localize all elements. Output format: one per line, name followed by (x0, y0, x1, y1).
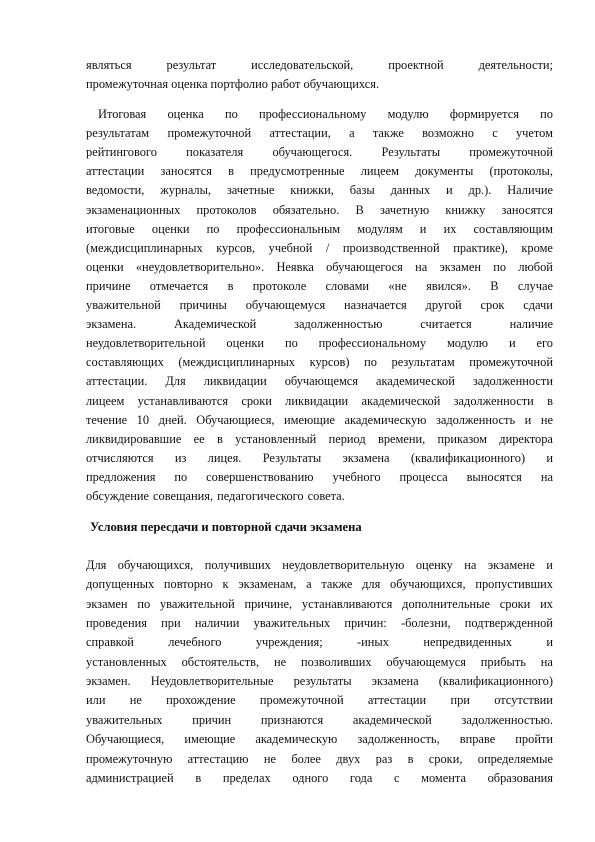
text-line (86, 557, 553, 573)
word: лицеем (360, 164, 400, 179)
word: другой (425, 298, 462, 312)
word: считается (420, 317, 472, 332)
text-line (86, 221, 553, 237)
text-line (86, 751, 553, 767)
text-line (86, 373, 553, 389)
text-line (86, 297, 553, 313)
word: причины (179, 298, 227, 312)
word: академическую (255, 732, 338, 747)
word: модулям (357, 221, 403, 236)
word: аттестацию (187, 751, 249, 766)
word: сроки (499, 596, 531, 611)
text-line (86, 278, 553, 294)
word: подтвержденной (464, 616, 553, 631)
word: возможно (422, 126, 474, 141)
word: на (540, 469, 553, 484)
word: из (174, 450, 187, 465)
word: В (355, 202, 364, 217)
word: учебной (268, 240, 313, 255)
word: года (349, 770, 373, 785)
word: пройти (515, 732, 553, 747)
word: Наличие (507, 183, 553, 198)
word: обучающихся, (117, 558, 194, 572)
word: курсов) (309, 355, 350, 370)
word: педагогического (217, 489, 304, 503)
text-line (86, 144, 553, 160)
word: образования (487, 770, 553, 785)
word: совета. (307, 489, 345, 503)
word: причине (86, 278, 131, 293)
word: не (263, 751, 277, 766)
word: и (546, 635, 553, 650)
word: Итоговая (98, 107, 147, 121)
word: Академической (173, 317, 257, 332)
word: уважительных (86, 712, 163, 727)
word: их (540, 596, 553, 611)
word: не (129, 693, 142, 708)
word: установленный (235, 431, 317, 446)
word: производственной (342, 240, 440, 255)
word: проектной (388, 58, 444, 72)
word: промежуточной (259, 693, 344, 708)
word: итоговые (86, 221, 135, 236)
word: результатам (391, 355, 455, 370)
word: обсуждение (86, 489, 149, 503)
word: -иных (357, 635, 389, 650)
word: в (227, 278, 234, 293)
text-line (86, 393, 553, 409)
word: ликвидации (285, 393, 349, 408)
word: экзаменам, (238, 577, 297, 592)
word: лицея. (207, 450, 242, 465)
word: профессиональному (258, 107, 367, 121)
word: момента (421, 770, 466, 785)
word: задолженностью. (461, 712, 553, 727)
word: уважительной (86, 298, 161, 312)
word: экзамене (487, 558, 535, 572)
word: промежуточной (469, 145, 553, 160)
text-line (86, 76, 553, 92)
word: оценки (86, 259, 124, 274)
word: результаты (293, 674, 352, 689)
word: составляющим (473, 221, 553, 236)
word: оценку (415, 558, 453, 572)
word: экзамена (342, 450, 390, 465)
word: причин: (344, 616, 387, 631)
word: результатам (86, 126, 150, 141)
word: прохождение (166, 693, 236, 708)
word: предусмотренные (250, 164, 345, 179)
word: -болезни, (401, 616, 451, 631)
text-line (86, 450, 553, 466)
word: книжки, (290, 183, 334, 198)
word: уважительной (159, 596, 235, 611)
word: книжку (445, 202, 486, 217)
word: лечебного (168, 635, 222, 650)
word: отчисляются (86, 450, 154, 465)
word: Неудовлетворительные (150, 674, 274, 689)
word: их (443, 221, 457, 236)
text-line (86, 692, 553, 708)
word: по (174, 469, 188, 484)
word: обучающемся (284, 374, 358, 389)
word: модулю (387, 107, 429, 121)
text-line (86, 731, 553, 747)
word: показателя (186, 145, 244, 160)
word: его (536, 336, 553, 351)
word: в (195, 770, 202, 785)
word: рейтингового (86, 145, 157, 160)
word: раз (375, 751, 393, 766)
word: повторно (163, 577, 213, 592)
word: экзамен (439, 259, 481, 274)
word: учетом (515, 126, 553, 141)
word: по (206, 221, 220, 236)
word: др.). (468, 183, 492, 198)
word: имеющие (284, 412, 335, 427)
word: в (216, 431, 223, 446)
word: академической (375, 374, 455, 389)
text-line (86, 412, 553, 428)
word: не (274, 654, 287, 669)
text-line (86, 654, 553, 670)
word: выносятся (466, 469, 522, 484)
word: а (349, 126, 355, 141)
text-line (86, 57, 553, 73)
word: совещания, (153, 489, 214, 503)
word: профессиональному (318, 336, 427, 351)
word: по (364, 355, 377, 370)
word: обучающегося (326, 259, 403, 274)
word: исследовательской, (251, 58, 354, 72)
word: результат (166, 58, 217, 72)
word: экзаменационных (86, 202, 181, 217)
word: аттестации, (269, 126, 331, 141)
text-line (86, 125, 553, 141)
word: и (446, 183, 453, 198)
word: сдачи (523, 298, 553, 312)
word: приказом (437, 431, 487, 446)
text-line (86, 163, 553, 179)
word: и (508, 336, 516, 351)
word: и (524, 412, 532, 427)
word: не (540, 412, 553, 427)
word: двух (336, 751, 361, 766)
word: совершенствованию (206, 469, 314, 484)
word: задолженностью (294, 317, 383, 332)
word: обучающемуся (386, 654, 466, 669)
word: практике), (453, 240, 508, 255)
word: Обучающиеся, (196, 412, 275, 427)
word: академической (361, 393, 441, 408)
word: учебного (332, 469, 381, 484)
word: модулю (446, 336, 489, 351)
word: Для (86, 558, 107, 572)
word: одного (292, 770, 329, 785)
word: экзамена (371, 674, 419, 689)
word: к (222, 577, 229, 592)
text-line (86, 615, 553, 631)
word: В (490, 278, 499, 293)
word: журналы, (160, 183, 212, 198)
word: назначается (344, 298, 407, 312)
word: аттестации. (86, 374, 148, 389)
text-line (86, 596, 553, 612)
word: оценки (151, 221, 190, 236)
word: оценки (226, 336, 265, 351)
word: пределах (222, 770, 271, 785)
word: наличие (509, 317, 553, 332)
word: случае (517, 278, 553, 293)
word: / (325, 240, 330, 255)
word: пропустивших (475, 577, 553, 592)
word: Обучающиеся, (86, 732, 165, 747)
word: обучающегося. (272, 145, 353, 160)
word: причин (192, 712, 232, 727)
word: неудовлетворительной (86, 336, 206, 351)
word: являться (86, 58, 132, 72)
word: в (407, 751, 414, 766)
word: срок (480, 298, 505, 312)
text-line (86, 240, 553, 256)
word: любой (518, 259, 553, 274)
text-line (86, 202, 553, 218)
text-line (86, 431, 553, 447)
word: зачетную (380, 202, 430, 217)
word: устанавливаются (137, 393, 229, 408)
word: (квалификационного) (438, 674, 553, 689)
word: словами (325, 278, 370, 293)
word: академическую (344, 412, 427, 427)
word: или (86, 693, 106, 708)
text-line (86, 469, 553, 485)
word: директора (499, 431, 553, 446)
word: предложения (86, 469, 156, 484)
word: экзамен. (86, 674, 131, 689)
word: обучающемуся (245, 298, 326, 312)
word: сроки (241, 393, 272, 408)
word: более (291, 751, 321, 766)
word: сроки, (428, 751, 463, 766)
word: данных (390, 183, 431, 198)
text-line (86, 576, 553, 592)
word: (протоколы, (489, 164, 553, 179)
word: аттестации (367, 693, 427, 708)
word: заносятся (160, 164, 212, 179)
word: задолженности (472, 374, 553, 389)
word: определяемые (477, 751, 553, 766)
word: Результаты (262, 450, 322, 465)
word: заносятся (501, 202, 553, 217)
word: а (306, 577, 312, 592)
word: (междисциплинарных (178, 355, 296, 370)
word: процесса (399, 469, 448, 484)
text-line (86, 712, 553, 728)
text-line (86, 634, 553, 650)
word: на (415, 259, 428, 274)
word: протоколе (252, 278, 307, 293)
word: также (372, 126, 404, 141)
word: период (328, 431, 366, 446)
text-line (86, 335, 553, 351)
word: по (224, 107, 238, 121)
section-heading: Условия пересдачи и повторной сдачи экзамена (90, 520, 362, 534)
word: по (540, 107, 553, 121)
word: допущенных (86, 577, 155, 592)
word: оценка (167, 107, 204, 121)
word: обязательно. (272, 202, 340, 217)
word: промежуточной (469, 355, 553, 370)
text-line (86, 488, 553, 504)
word: Для (165, 374, 186, 389)
word: обучающихся, (390, 577, 466, 592)
word: задолженность, (357, 732, 440, 747)
word: промежуточную (86, 751, 173, 766)
word: установленных (86, 654, 167, 669)
word: отмечается (149, 278, 209, 293)
word: и (419, 221, 427, 236)
word: ее (193, 431, 205, 446)
word: экзамена. (86, 317, 137, 332)
word: справкой (86, 635, 134, 650)
word: ведомости, (86, 183, 145, 198)
word: причине, (244, 596, 293, 611)
word: на (464, 558, 477, 572)
word: течение (86, 412, 128, 427)
word: наличии (194, 616, 240, 631)
word: администрацией (86, 770, 174, 785)
word: профессиональным (236, 221, 341, 236)
word: составляющих (86, 355, 164, 370)
word: промежуточной (167, 126, 252, 141)
word: позволивших (301, 654, 372, 669)
word: экзамен (86, 596, 128, 611)
word: 10 (136, 412, 150, 427)
word: обстоятельств, (181, 654, 260, 669)
word: при (161, 616, 181, 631)
text-line (86, 316, 553, 332)
word: непредвиденных (423, 635, 512, 650)
word: базы (349, 183, 375, 198)
word: в (547, 393, 553, 408)
word: курсов, (216, 240, 256, 255)
text-line (86, 673, 553, 689)
word: промежуточная оценка портфолио работ обучающихся. (86, 76, 380, 91)
word: дней. (158, 412, 187, 427)
word: по (137, 596, 151, 611)
word: «не (388, 278, 407, 293)
word: по (493, 259, 507, 274)
word: деятельности; (478, 58, 553, 72)
word: с (492, 126, 498, 141)
word: на (540, 654, 553, 669)
word: учреждения; (255, 635, 323, 650)
word: задолженность (435, 412, 516, 427)
word: также (321, 577, 353, 592)
word: академической (352, 712, 432, 727)
word: уважительных (253, 616, 331, 631)
word: документы (415, 164, 474, 179)
word: формируется (449, 107, 519, 121)
word: «неудовлетворительно». (135, 259, 265, 274)
text-line (86, 182, 553, 198)
word: зачетные (226, 183, 275, 198)
word: для (362, 577, 381, 592)
text-line (86, 770, 553, 786)
word: в (228, 164, 234, 179)
word: дополнительные (402, 596, 490, 611)
word: (междисциплинарных (86, 240, 203, 255)
word: неудовлетворительную (282, 558, 405, 572)
word: и (546, 450, 553, 465)
word: вправе (459, 732, 496, 747)
word: прибыть (480, 654, 526, 669)
word: лицеем (86, 393, 125, 408)
word: Результаты (381, 145, 441, 160)
word: устанавливаются (301, 596, 393, 611)
word: аттестации (86, 164, 145, 179)
word: (квалификационного) (410, 450, 526, 465)
word: имеющие (184, 732, 236, 747)
word: с (393, 770, 400, 785)
word: протоколов (196, 202, 257, 217)
text-line (86, 354, 553, 370)
word: Неявка (276, 259, 314, 274)
word: по (284, 336, 298, 351)
word: признаются (260, 712, 324, 727)
word: времени, (378, 431, 426, 446)
word: задолженности (453, 393, 534, 408)
word: явился». (426, 278, 471, 293)
word: ликвидировавшие (86, 431, 182, 446)
text-line (98, 106, 553, 122)
word: отсутствии (494, 693, 553, 708)
word: и (546, 558, 553, 572)
word: получивших (204, 558, 271, 572)
text-line (86, 259, 553, 275)
word: ликвидации (203, 374, 267, 389)
word: проведения (86, 616, 147, 631)
word: кроме (521, 240, 553, 255)
word: при (450, 693, 470, 708)
